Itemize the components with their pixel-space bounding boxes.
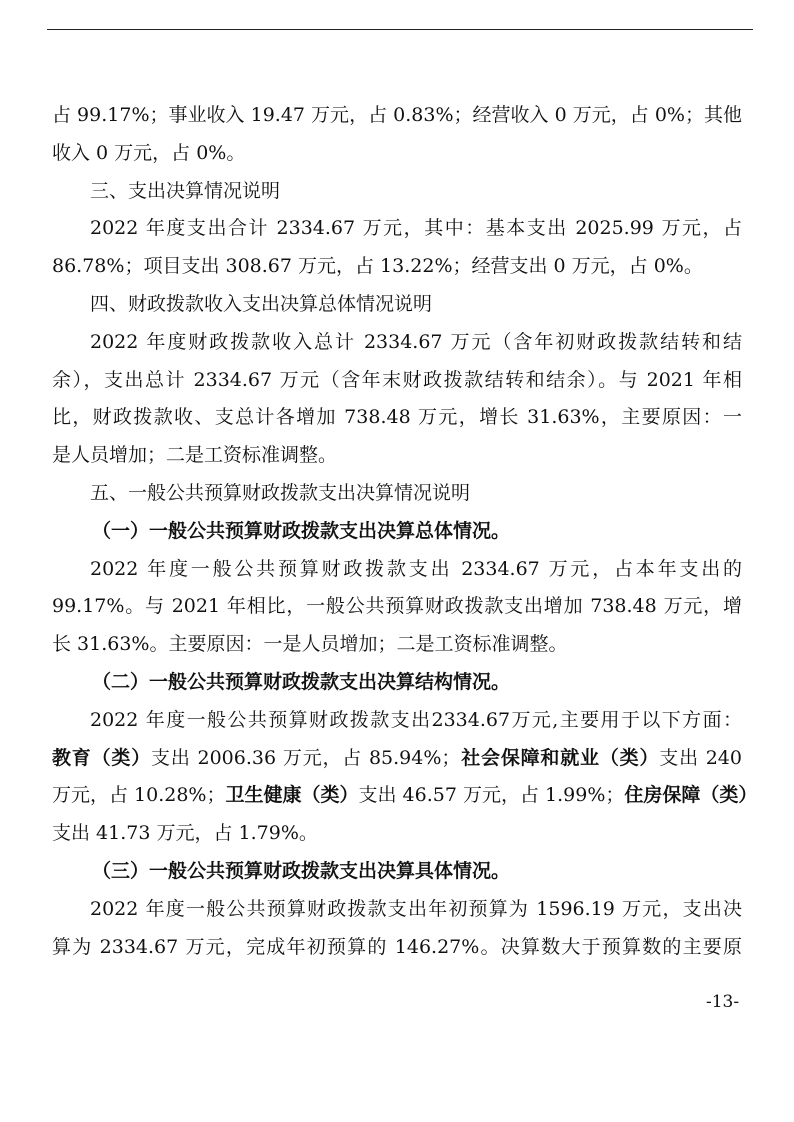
category-text: 支出 240 (659, 746, 742, 769)
category-text: 万元，占 10.28%； (52, 784, 226, 807)
body-line: 2022 年度一般公共预算财政拨款支出 2334.67 万元，占本年支出的 (90, 557, 742, 580)
category-label: 卫生健康（类） (225, 784, 359, 807)
body-line: 收入 0 万元，占 0%。 (52, 141, 246, 164)
section-heading: 三、支出决算情况说明 (90, 179, 281, 202)
body-line-mixed (52, 740, 742, 778)
body-line: 99.17%。与 2021 年相比，一般公共预算财政拨款支出增加 738.48 万元，增 (52, 595, 742, 618)
section-heading: 五、一般公共预算财政拨款支出决算情况说明 (90, 481, 471, 504)
document-body (52, 97, 758, 966)
body-line-mixed (52, 777, 758, 815)
section-heading: 四、财政拨款收入支出决算总体情况说明 (90, 292, 433, 315)
body-line: 长 31.63%。主要原因：一是人员增加；二是工资标准调整。 (52, 633, 568, 656)
body-line: 86.78%；项目支出 308.67 万元，占 13.22%；经营支出 0 万元，占 0%。 (52, 255, 703, 278)
page-number: -13- (706, 992, 740, 1012)
subsection-heading: （二）一般公共预算财政拨款支出决算结构情况。 (92, 670, 511, 693)
category-text: 支出 2006.36 万元，占 85.94%； (151, 746, 461, 769)
body-line: 是人员增加；二是工资标准调整。 (52, 444, 338, 467)
body-line: 2022 年度一般公共预算财政拨款支出2334.67万元,主要用于以下方面： (90, 708, 742, 731)
body-line: 算为 2334.67 万元，完成年初预算的 146.27%。决算数大于预算数的主要原 (52, 935, 742, 958)
subsection-heading: （三）一般公共预算财政拨款支出决算具体情况。 (92, 859, 511, 882)
body-line: 2022 年度支出合计 2334.67 万元，其中：基本支出 2025.99 万元，占 (90, 217, 742, 240)
body-line: 2022 年度一般公共预算财政拨款支出年初预算为 1596.19 万元，支出决 (90, 897, 742, 920)
header-rule (47, 29, 753, 30)
subsection-heading: （一）一般公共预算财政拨款支出决算总体情况。 (92, 519, 511, 542)
body-line: 比，财政拨款收、支总计各增加 738.48 万元，增长 31.63%，主要原因：一 (52, 406, 742, 429)
body-line: 2022 年度财政拨款收入总计 2334.67 万元（含年初财政拨款结转和结 (90, 330, 742, 353)
category-text: 支出 46.57 万元，占 1.99%； (358, 784, 625, 807)
category-label: 社会保障和就业（类） (460, 746, 660, 769)
body-line: 占 99.17%；事业收入 19.47 万元，占 0.83%；经营收入 0 万元，占 0%；其他 (52, 104, 742, 126)
body-line: 支出 41.73 万元，占 1.79%。 (52, 822, 318, 845)
category-label: 住房保障（类） (624, 784, 758, 807)
category-label: 教育（类） (52, 746, 152, 769)
body-line: 余），支出总计 2334.67 万元（含年末财政拨款结转和结余）。与 2021 年相 (52, 368, 742, 391)
